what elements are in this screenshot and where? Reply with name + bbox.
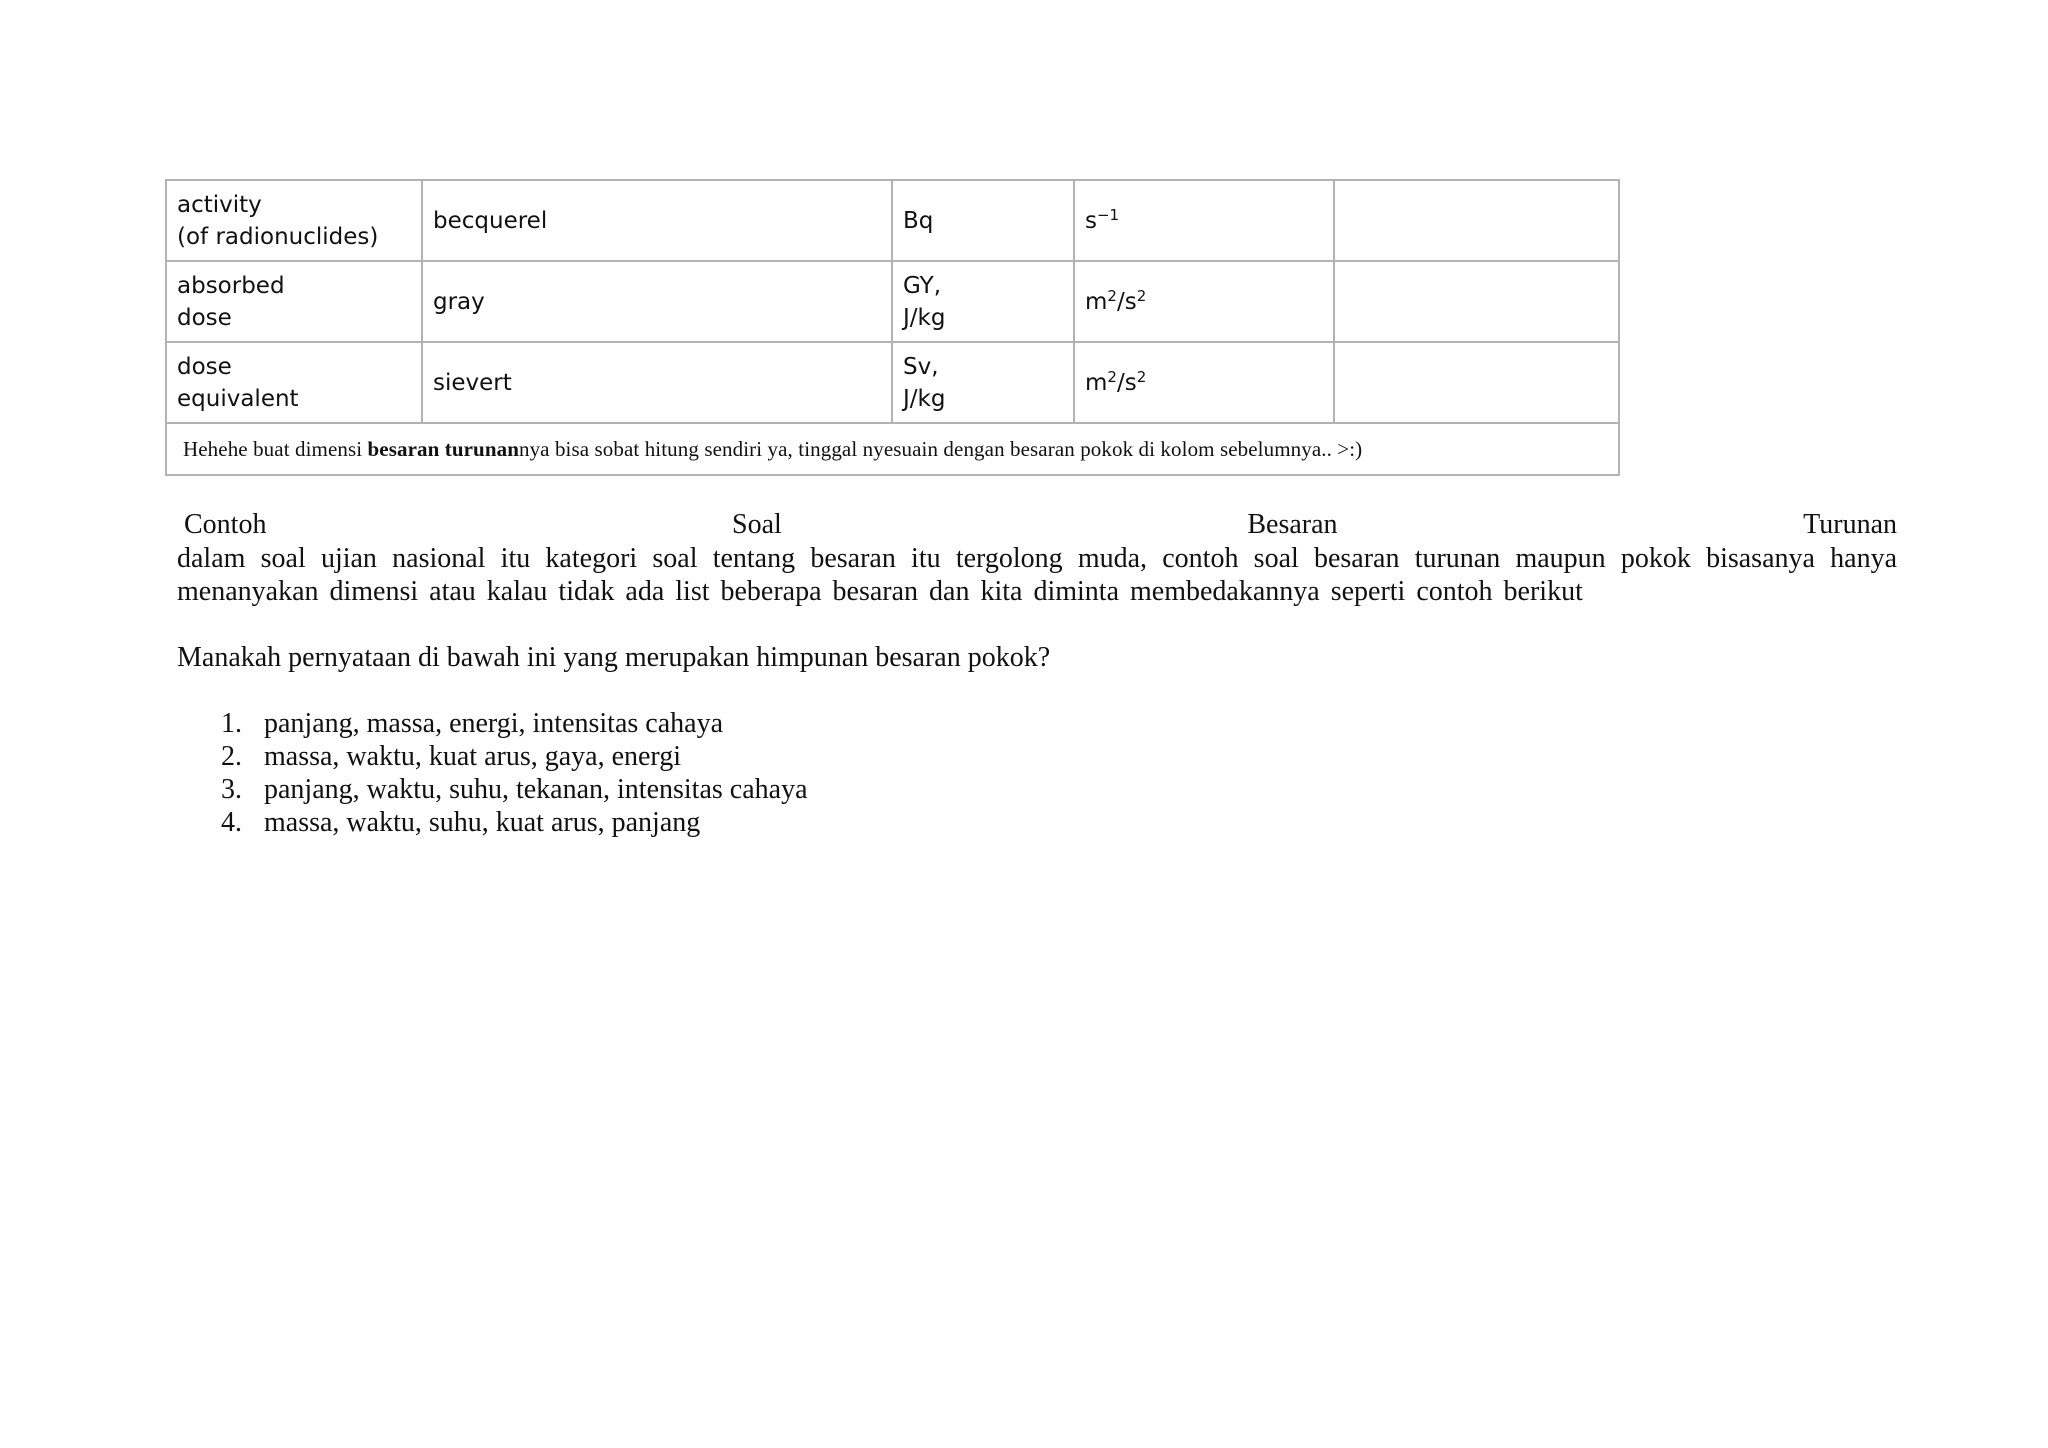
derived-units-table	[165, 179, 1620, 476]
unit-cell: sievert	[422, 342, 892, 423]
base-unit-term: /s	[1116, 288, 1137, 315]
table-row	[166, 180, 1619, 261]
quantity-line: (of radionuclides)	[177, 223, 379, 250]
unit-cell: becquerel	[422, 180, 892, 261]
empty-cell	[1334, 261, 1619, 342]
option-text: panjang, massa, energi, intensitas cahaya	[264, 708, 723, 739]
base-unit-exponent: 2	[1136, 367, 1147, 386]
base-units-cell	[1074, 342, 1334, 423]
base-units-cell	[1074, 261, 1334, 342]
article-body	[177, 508, 1897, 839]
list-item	[177, 740, 1897, 773]
base-unit-term: m	[1085, 369, 1108, 396]
quantity-cell	[166, 180, 422, 261]
heading-word: Contoh	[184, 509, 267, 540]
base-unit-exponent: 2	[1136, 286, 1147, 305]
table-row	[166, 261, 1619, 342]
option-text: massa, waktu, kuat arus, gaya, energi	[264, 741, 682, 772]
symbol-cell	[892, 261, 1074, 342]
list-item	[177, 806, 1897, 839]
empty-cell	[1334, 180, 1619, 261]
note-text: Hehehe buat dimensi	[183, 437, 368, 461]
heading-word: Turunan	[1803, 509, 1897, 540]
symbol-line: GY,	[903, 272, 942, 299]
unit-cell: gray	[422, 261, 892, 342]
base-unit-term: /s	[1116, 369, 1137, 396]
option-number: 3.	[221, 774, 242, 805]
base-unit-term: s	[1085, 207, 1097, 234]
table-note-row	[166, 423, 1619, 475]
quantity-line: dose	[177, 304, 232, 331]
empty-cell	[1334, 342, 1619, 423]
base-unit-exponent: −1	[1096, 205, 1120, 224]
symbol-cell	[892, 342, 1074, 423]
base-units-cell	[1074, 180, 1334, 261]
symbol-line: Sv,	[903, 353, 939, 380]
heading-word: Besaran	[1247, 509, 1338, 540]
list-item	[177, 773, 1897, 806]
intro-paragraph: dalam soal ujian nasional itu kategori soal tentang besaran itu tergolong muda, contoh soal besaran turunan maupun pokok bisasanya hanya menanyakan dimensi atau kalau tidak ada list beberapa besaran dan kita diminta membedakannya seperti contoh berikut	[177, 543, 1897, 607]
note-bold-text: besaran turunan	[367, 437, 519, 461]
table-row	[166, 342, 1619, 423]
note-text: nya bisa sobat hitung sendiri ya, tinggal nyesuain dengan besaran pokok di kolom sebelumnya.. >:)	[518, 437, 1363, 461]
base-unit-exponent: 2	[1107, 367, 1117, 386]
symbol-line: J/kg	[903, 385, 946, 412]
question-text: Manakah pernyataan di bawah ini yang merupakan himpunan besaran pokok?	[177, 642, 1051, 673]
heading-word: Soal	[732, 509, 782, 540]
quantity-cell	[166, 261, 422, 342]
quantity-cell	[166, 342, 422, 423]
quantity-line: activity	[177, 191, 262, 218]
option-text: massa, waktu, suhu, kuat arus, panjang	[264, 807, 701, 838]
answer-options	[177, 707, 1897, 839]
quantity-line: absorbed	[177, 272, 285, 299]
base-unit-term: m	[1085, 288, 1108, 315]
symbol-line: Bq	[903, 207, 934, 234]
symbol-cell	[892, 180, 1074, 261]
quantity-line: equivalent	[177, 385, 299, 412]
symbol-line: J/kg	[903, 304, 946, 331]
option-text: panjang, waktu, suhu, tekanan, intensitas cahaya	[264, 774, 808, 805]
table-note	[166, 423, 1619, 475]
list-item	[177, 707, 1897, 740]
option-number: 4.	[221, 807, 242, 838]
option-number: 2.	[221, 741, 242, 772]
option-number: 1.	[221, 708, 242, 739]
section-heading	[177, 508, 1897, 542]
quantity-line: dose	[177, 353, 232, 380]
base-unit-exponent: 2	[1107, 286, 1117, 305]
